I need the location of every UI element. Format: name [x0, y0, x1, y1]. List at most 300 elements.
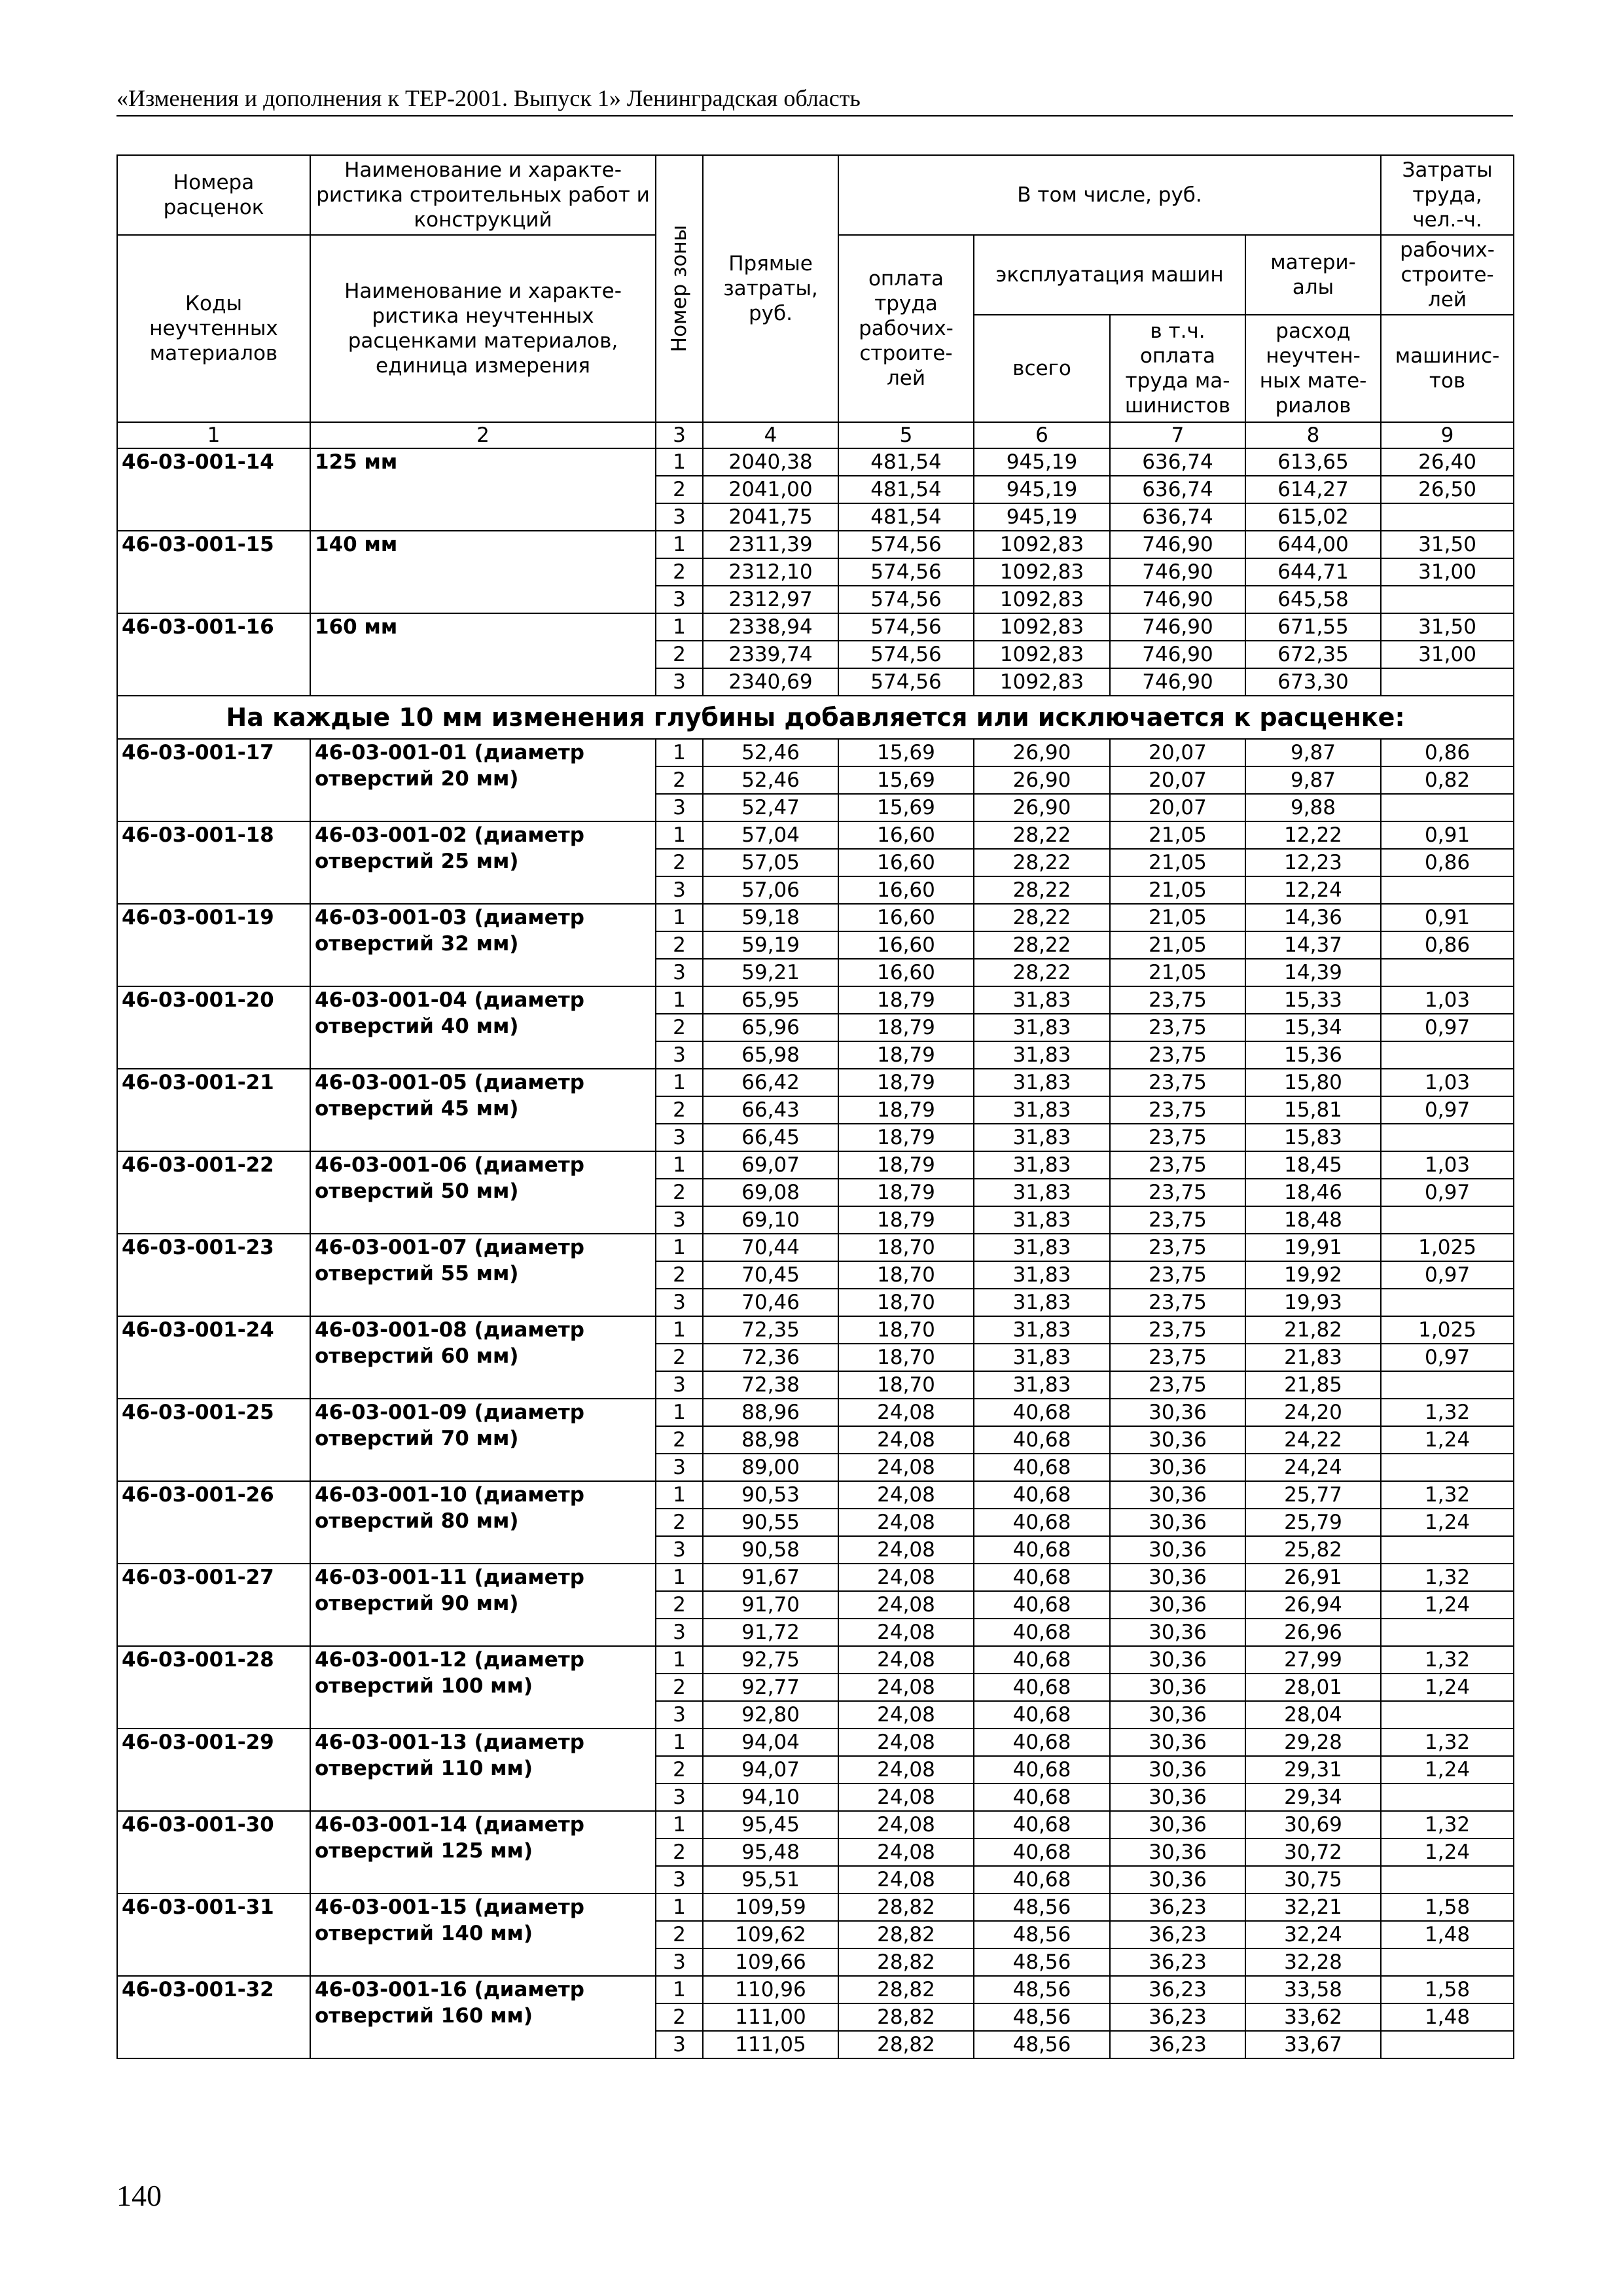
zone-number: 1	[656, 1399, 703, 1426]
machine-operator-pay: 30,36	[1110, 1454, 1245, 1481]
labor-costs-empty	[1381, 1866, 1514, 1893]
machine-operator-pay: 23,75	[1110, 1289, 1245, 1316]
column-numbers-row	[117, 422, 1514, 448]
labor-costs: 1,32	[1381, 1646, 1514, 1674]
machine-operator-pay: 30,36	[1110, 1509, 1245, 1536]
rate-code: 46-03-001-14	[117, 448, 310, 531]
zone-number: 3	[656, 586, 703, 613]
workers-pay: 24,08	[838, 1426, 974, 1454]
direct-costs: 92,77	[703, 1674, 838, 1701]
machine-operator-pay: 30,36	[1110, 1619, 1245, 1646]
workers-pay: 574,56	[838, 668, 974, 696]
labor-costs: 31,50	[1381, 613, 1514, 641]
labor-costs: 1,24	[1381, 1426, 1514, 1454]
machine-operator-pay: 30,36	[1110, 1729, 1245, 1756]
labor-costs: 1,24	[1381, 1839, 1514, 1866]
workers-pay: 16,60	[838, 821, 974, 849]
workers-pay: 24,08	[838, 1646, 974, 1674]
direct-costs: 69,08	[703, 1179, 838, 1206]
rate-name: 46-03-001-08 (диаметр отверстий 60 мм)	[310, 1316, 656, 1399]
workers-pay: 24,08	[838, 1839, 974, 1866]
workers-pay: 24,08	[838, 1784, 974, 1811]
workers-pay: 574,56	[838, 531, 974, 558]
zone-number: 2	[656, 1591, 703, 1619]
labor-costs-empty	[1381, 1124, 1514, 1151]
workers-pay: 24,08	[838, 1536, 974, 1564]
machine-total: 31,83	[974, 1096, 1110, 1124]
zone-number: 2	[656, 476, 703, 503]
workers-pay: 24,08	[838, 1509, 974, 1536]
materials-cost: 14,37	[1245, 931, 1381, 959]
direct-costs: 57,04	[703, 821, 838, 849]
workers-pay: 16,60	[838, 876, 974, 904]
rate-code: 46-03-001-22	[117, 1151, 310, 1234]
direct-costs: 72,35	[703, 1316, 838, 1344]
machine-operator-pay: 30,36	[1110, 1756, 1245, 1784]
materials-cost: 645,58	[1245, 586, 1381, 613]
machine-total: 40,68	[974, 1866, 1110, 1893]
direct-costs: 111,05	[703, 2031, 838, 2058]
zone-number: 2	[656, 1756, 703, 1784]
materials-cost: 19,91	[1245, 1234, 1381, 1261]
machine-operator-pay: 36,23	[1110, 1948, 1245, 1976]
machine-operator-pay: 30,36	[1110, 1866, 1245, 1893]
column-number: 2	[310, 422, 656, 448]
machine-total: 40,68	[974, 1784, 1110, 1811]
machine-total: 945,19	[974, 503, 1110, 531]
rate-name: 46-03-001-07 (диаметр отверстий 55 мм)	[310, 1234, 656, 1316]
direct-costs: 59,21	[703, 959, 838, 986]
machine-total: 26,90	[974, 766, 1110, 794]
materials-cost: 26,96	[1245, 1619, 1381, 1646]
machine-total: 31,83	[974, 1261, 1110, 1289]
labor-costs-empty	[1381, 1371, 1514, 1399]
machine-operator-pay: 36,23	[1110, 1921, 1245, 1948]
workers-pay: 574,56	[838, 613, 974, 641]
machine-operator-pay: 746,90	[1110, 558, 1245, 586]
zone-number: 1	[656, 739, 703, 766]
workers-pay: 18,79	[838, 1124, 974, 1151]
materials-cost: 9,87	[1245, 739, 1381, 766]
zone-number: 2	[656, 641, 703, 668]
column-number: 1	[117, 422, 310, 448]
materials-cost: 28,04	[1245, 1701, 1381, 1729]
labor-costs: 0,97	[1381, 1261, 1514, 1289]
zone-number: 2	[656, 1509, 703, 1536]
zone-number: 3	[656, 1206, 703, 1234]
workers-pay: 574,56	[838, 641, 974, 668]
machine-operator-pay: 23,75	[1110, 1151, 1245, 1179]
materials-cost: 30,75	[1245, 1866, 1381, 1893]
machine-total: 31,83	[974, 1014, 1110, 1041]
workers-pay: 28,82	[838, 2031, 974, 2058]
direct-costs: 52,46	[703, 766, 838, 794]
labor-costs: 1,48	[1381, 2003, 1514, 2031]
workers-pay: 16,60	[838, 931, 974, 959]
materials-cost: 15,36	[1245, 1041, 1381, 1069]
machine-total: 48,56	[974, 1948, 1110, 1976]
materials-cost: 644,00	[1245, 531, 1381, 558]
work-name-header: Наименование и характе-ристика строительных работ и конструкций	[310, 155, 656, 235]
materials-cost: 12,23	[1245, 849, 1381, 876]
machine-operator-pay: 23,75	[1110, 1041, 1245, 1069]
labor-costs: 0,86	[1381, 849, 1514, 876]
machine-operator-pay: 23,75	[1110, 1069, 1245, 1096]
section-body	[117, 696, 1514, 739]
table-row	[117, 1729, 1514, 1756]
labor-costs-empty	[1381, 1948, 1514, 1976]
machine-total: 40,68	[974, 1839, 1110, 1866]
workers-pay: 18,70	[838, 1344, 974, 1371]
table-row	[117, 1069, 1514, 1096]
direct-costs: 89,00	[703, 1454, 838, 1481]
workers-pay: 28,82	[838, 1948, 974, 1976]
table-row	[117, 821, 1514, 849]
page-number: 140	[116, 2179, 162, 2212]
machine-total: 40,68	[974, 1399, 1110, 1426]
zone-number: 3	[656, 1619, 703, 1646]
machine-total: 31,83	[974, 1069, 1110, 1096]
table-row	[117, 1564, 1514, 1591]
direct-costs: 70,45	[703, 1261, 838, 1289]
machine-total: 1092,83	[974, 531, 1110, 558]
materials-cost: 32,28	[1245, 1948, 1381, 1976]
machine-total: 945,19	[974, 476, 1110, 503]
zone-number: 3	[656, 668, 703, 696]
labor-costs: 1,03	[1381, 1069, 1514, 1096]
machine-operator-pay: 21,05	[1110, 931, 1245, 959]
zone-number: 3	[656, 1454, 703, 1481]
materials-cost: 29,28	[1245, 1729, 1381, 1756]
workers-pay: 18,79	[838, 1014, 974, 1041]
machine-total: 40,68	[974, 1426, 1110, 1454]
machine-operator-pay: 36,23	[1110, 2003, 1245, 2031]
workers-pay: 24,08	[838, 1866, 974, 1893]
materials-cost: 21,82	[1245, 1316, 1381, 1344]
machine-total: 28,22	[974, 876, 1110, 904]
machine-operator-pay: 36,23	[1110, 1893, 1245, 1921]
direct-costs: 94,10	[703, 1784, 838, 1811]
direct-costs: 88,96	[703, 1399, 838, 1426]
labor-costs: 1,48	[1381, 1921, 1514, 1948]
workers-pay: 481,54	[838, 476, 974, 503]
direct-costs: 70,44	[703, 1234, 838, 1261]
machine-total: 40,68	[974, 1701, 1110, 1729]
zone-number: 2	[656, 1674, 703, 1701]
workers-pay: 28,82	[838, 2003, 974, 2031]
direct-costs: 109,62	[703, 1921, 838, 1948]
materials-cost: 613,65	[1245, 448, 1381, 476]
direct-costs: 91,72	[703, 1619, 838, 1646]
zone-number: 3	[656, 794, 703, 821]
rate-code: 46-03-001-18	[117, 821, 310, 904]
materials-cost: 14,39	[1245, 959, 1381, 986]
rate-code: 46-03-001-23	[117, 1234, 310, 1316]
zone-number: 3	[656, 1289, 703, 1316]
direct-costs: 59,19	[703, 931, 838, 959]
machine-operator-pay: 30,36	[1110, 1784, 1245, 1811]
workers-pay: 16,60	[838, 904, 974, 931]
rate-code: 46-03-001-17	[117, 739, 310, 821]
direct-costs: 2339,74	[703, 641, 838, 668]
rate-code: 46-03-001-27	[117, 1564, 310, 1646]
zone-number: 3	[656, 1784, 703, 1811]
unaccounted-materials-header: расход неучтен-ных мате-риалов	[1245, 315, 1381, 422]
zone-number: 1	[656, 904, 703, 931]
labor-costs-empty	[1381, 668, 1514, 696]
rate-name: 46-03-001-01 (диаметр отверстий 20 мм)	[310, 739, 656, 821]
table-row	[117, 1399, 1514, 1426]
machine-operator-pay: 21,05	[1110, 821, 1245, 849]
table-row	[117, 1151, 1514, 1179]
rate-name: 160 мм	[310, 613, 656, 696]
workers-pay: 18,79	[838, 1069, 974, 1096]
machine-operator-pay: 23,75	[1110, 1316, 1245, 1344]
materials-cost: 24,24	[1245, 1454, 1381, 1481]
zone-number: 2	[656, 558, 703, 586]
workers-pay-header: оплата труда рабочих-строите-лей	[838, 235, 974, 422]
column-number: 5	[838, 422, 974, 448]
machine-operator-pay: 36,23	[1110, 2031, 1245, 2058]
table-row	[117, 1893, 1514, 1921]
machine-total: 28,22	[974, 821, 1110, 849]
materials-cost: 30,72	[1245, 1839, 1381, 1866]
machine-total: 40,68	[974, 1646, 1110, 1674]
machine-total: 40,68	[974, 1536, 1110, 1564]
table-row	[117, 986, 1514, 1014]
labor-costs: 1,025	[1381, 1316, 1514, 1344]
machine-total: 31,83	[974, 1289, 1110, 1316]
machine-operator-pay: 746,90	[1110, 613, 1245, 641]
materials-cost: 615,02	[1245, 503, 1381, 531]
materials-cost: 12,22	[1245, 821, 1381, 849]
direct-costs: 90,53	[703, 1481, 838, 1509]
labor-costs-empty	[1381, 876, 1514, 904]
table-row	[117, 1316, 1514, 1344]
direct-costs: 2312,10	[703, 558, 838, 586]
direct-costs: 65,96	[703, 1014, 838, 1041]
direct-costs: 2041,75	[703, 503, 838, 531]
labor-costs-empty	[1381, 794, 1514, 821]
machine-operator-pay: 21,05	[1110, 904, 1245, 931]
machine-total: 31,83	[974, 1234, 1110, 1261]
zone-number: 2	[656, 1014, 703, 1041]
materials-cost: 12,24	[1245, 876, 1381, 904]
machine-total: 31,83	[974, 986, 1110, 1014]
direct-costs: 91,70	[703, 1591, 838, 1619]
materials-cost: 29,31	[1245, 1756, 1381, 1784]
labor-costs: 31,50	[1381, 531, 1514, 558]
workers-pay: 24,08	[838, 1454, 974, 1481]
labor-costs: 1,32	[1381, 1481, 1514, 1509]
workers-pay: 24,08	[838, 1674, 974, 1701]
machine-operator-pay: 30,36	[1110, 1839, 1245, 1866]
machine-total: 40,68	[974, 1729, 1110, 1756]
materials-cost: 644,71	[1245, 558, 1381, 586]
labor-costs: 1,32	[1381, 1564, 1514, 1591]
materials-cost: 21,85	[1245, 1371, 1381, 1399]
rate-code: 46-03-001-21	[117, 1069, 310, 1151]
direct-costs: 2311,39	[703, 531, 838, 558]
zone-number: 3	[656, 503, 703, 531]
machine-total: 40,68	[974, 1674, 1110, 1701]
table-row	[117, 1646, 1514, 1674]
zone-number: 1	[656, 1976, 703, 2003]
machine-total: 31,83	[974, 1124, 1110, 1151]
workers-pay: 18,70	[838, 1261, 974, 1289]
machine-operator-pay: 30,36	[1110, 1399, 1245, 1426]
direct-costs: 88,98	[703, 1426, 838, 1454]
rate-code: 46-03-001-30	[117, 1811, 310, 1893]
machine-operator-pay: 746,90	[1110, 668, 1245, 696]
zone-number: 1	[656, 1564, 703, 1591]
materials-cost: 18,46	[1245, 1179, 1381, 1206]
direct-costs: 90,58	[703, 1536, 838, 1564]
machine-operator-pay: 23,75	[1110, 1261, 1245, 1289]
workers-builders-header: рабочих-строите-лей	[1381, 235, 1514, 315]
direct-costs: 66,42	[703, 1069, 838, 1096]
column-number: 4	[703, 422, 838, 448]
workers-pay: 16,60	[838, 849, 974, 876]
machine-total: 28,22	[974, 904, 1110, 931]
materials-cost: 9,87	[1245, 766, 1381, 794]
direct-costs: 72,36	[703, 1344, 838, 1371]
table-body-main	[117, 422, 1514, 696]
zone-number: 1	[656, 1069, 703, 1096]
machine-total: 26,90	[974, 739, 1110, 766]
rate-name: 46-03-001-03 (диаметр отверстий 32 мм)	[310, 904, 656, 986]
workers-pay: 481,54	[838, 503, 974, 531]
rate-code: 46-03-001-29	[117, 1729, 310, 1811]
direct-costs: 95,45	[703, 1811, 838, 1839]
rate-name: 46-03-001-09 (диаметр отверстий 70 мм)	[310, 1399, 656, 1481]
materials-cost: 26,91	[1245, 1564, 1381, 1591]
machine-total: 1092,83	[974, 641, 1110, 668]
table-row	[117, 1481, 1514, 1509]
materials-cost: 25,82	[1245, 1536, 1381, 1564]
labor-costs: 1,58	[1381, 1893, 1514, 1921]
materials-cost: 24,20	[1245, 1399, 1381, 1426]
direct-costs: 52,46	[703, 739, 838, 766]
workers-pay: 16,60	[838, 959, 974, 986]
rate-code: 46-03-001-20	[117, 986, 310, 1069]
table-row	[117, 904, 1514, 931]
machine-operator-pay: 23,75	[1110, 1179, 1245, 1206]
rate-name: 46-03-001-12 (диаметр отверстий 100 мм)	[310, 1646, 656, 1729]
materials-cost: 33,58	[1245, 1976, 1381, 2003]
machine-total: 26,90	[974, 794, 1110, 821]
machine-operator-pay: 30,36	[1110, 1536, 1245, 1564]
direct-costs: 52,47	[703, 794, 838, 821]
direct-costs: 111,00	[703, 2003, 838, 2031]
workers-pay: 18,79	[838, 1206, 974, 1234]
machine-operator-pay: 746,90	[1110, 531, 1245, 558]
labor-costs: 1,24	[1381, 1756, 1514, 1784]
materials-cost: 19,92	[1245, 1261, 1381, 1289]
labor-costs-empty	[1381, 959, 1514, 986]
direct-costs: 95,48	[703, 1839, 838, 1866]
table-head	[117, 155, 1514, 422]
table-row	[117, 613, 1514, 641]
machine-total: 28,22	[974, 931, 1110, 959]
machine-operator-pay-header: в т.ч. оплата труда ма-шинистов	[1110, 315, 1245, 422]
zone-number: 1	[656, 1893, 703, 1921]
direct-costs: 2340,69	[703, 668, 838, 696]
zone-number: 1	[656, 1811, 703, 1839]
machine-operator-pay: 30,36	[1110, 1426, 1245, 1454]
zone-number-label: Номер зоны	[668, 224, 691, 353]
workers-pay: 18,70	[838, 1289, 974, 1316]
machine-operator-pay: 636,74	[1110, 476, 1245, 503]
zone-number: 3	[656, 1866, 703, 1893]
labor-costs-empty	[1381, 1701, 1514, 1729]
machine-operator-pay: 636,74	[1110, 503, 1245, 531]
materials-cost: 26,94	[1245, 1591, 1381, 1619]
page-header: «Изменения и дополнения к ТЕР-2001. Выпуск 1» Ленинградская область	[116, 82, 1513, 117]
workers-pay: 24,08	[838, 1756, 974, 1784]
table-body-additions	[117, 739, 1514, 2058]
zone-number: 3	[656, 1124, 703, 1151]
direct-costs: 70,46	[703, 1289, 838, 1316]
machine-operator-pay: 30,36	[1110, 1811, 1245, 1839]
labor-costs-empty	[1381, 1041, 1514, 1069]
including-header: В том числе, руб.	[838, 155, 1381, 235]
zone-number: 2	[656, 1261, 703, 1289]
table-row	[117, 739, 1514, 766]
machine-operator-pay: 20,07	[1110, 739, 1245, 766]
zone-number: 2	[656, 931, 703, 959]
direct-costs: 69,10	[703, 1206, 838, 1234]
materials-cost: 19,93	[1245, 1289, 1381, 1316]
machine-operator-pay: 23,75	[1110, 1344, 1245, 1371]
rate-name: 46-03-001-16 (диаметр отверстий 160 мм)	[310, 1976, 656, 2058]
machine-total: 40,68	[974, 1454, 1110, 1481]
rates-numbers-header: Номера расценок	[117, 155, 310, 235]
materials-cost: 673,30	[1245, 668, 1381, 696]
materials-cost: 614,27	[1245, 476, 1381, 503]
rate-name: 46-03-001-10 (диаметр отверстий 80 мм)	[310, 1481, 656, 1564]
direct-costs-header: Прямые затраты, руб.	[703, 155, 838, 422]
workers-pay: 481,54	[838, 448, 974, 476]
materials-cost: 33,62	[1245, 2003, 1381, 2031]
workers-pay: 18,70	[838, 1234, 974, 1261]
machine-operator-pay: 30,36	[1110, 1591, 1245, 1619]
material-name-header: Наименование и характе-ристика неучтенных расценками материалов, единица измерения	[310, 235, 656, 422]
zone-number: 3	[656, 1948, 703, 1976]
materials-cost: 15,81	[1245, 1096, 1381, 1124]
machine-operator-pay: 30,36	[1110, 1674, 1245, 1701]
machine-total: 28,22	[974, 849, 1110, 876]
workers-pay: 18,70	[838, 1316, 974, 1344]
workers-pay: 24,08	[838, 1399, 974, 1426]
machine-total: 1092,83	[974, 613, 1110, 641]
materials-header: матери-алы	[1245, 235, 1381, 315]
machine-total: 48,56	[974, 2031, 1110, 2058]
materials-cost: 15,33	[1245, 986, 1381, 1014]
material-codes-header: Коды неучтенных материалов	[117, 235, 310, 422]
labor-costs-empty	[1381, 1454, 1514, 1481]
table-row	[117, 448, 1514, 476]
materials-cost: 33,67	[1245, 2031, 1381, 2058]
section-title: На каждые 10 мм изменения глубины добавляется или исключается к расценке:	[117, 696, 1514, 739]
rates-table	[116, 154, 1514, 2059]
zone-number: 3	[656, 876, 703, 904]
machine-operator-pay: 20,07	[1110, 766, 1245, 794]
workers-pay: 15,69	[838, 766, 974, 794]
rate-code: 46-03-001-16	[117, 613, 310, 696]
rate-name: 46-03-001-04 (диаметр отверстий 40 мм)	[310, 986, 656, 1069]
zone-number: 2	[656, 2003, 703, 2031]
